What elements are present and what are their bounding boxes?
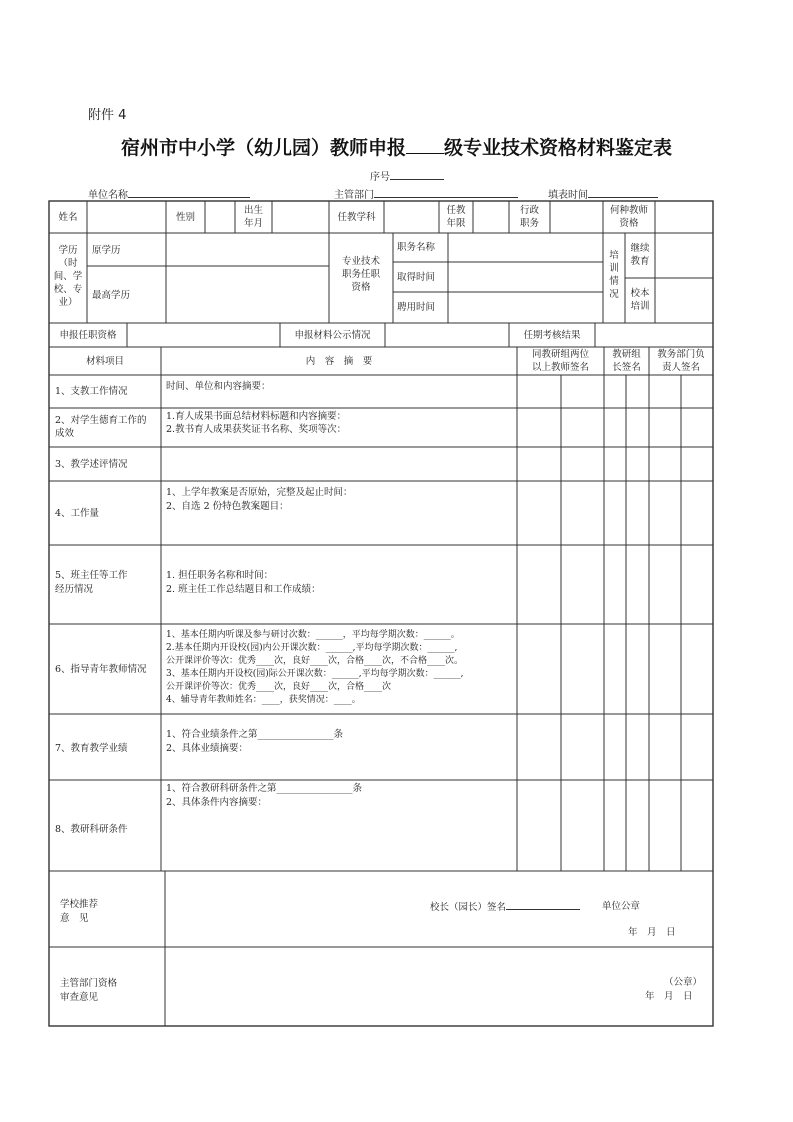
gender-label: 性别 [175, 212, 195, 223]
qual-label-2: 资格 [619, 218, 639, 229]
birth-label-1: 出生 [243, 205, 263, 216]
item-5-label-2: 经历情况 [55, 584, 94, 595]
item-8-label: 8、教研科研条件 [55, 824, 128, 835]
item-1-content-1: 时间、单位和内容摘要： [166, 381, 271, 392]
review-date: 年 月 日 [645, 991, 693, 1002]
title-part-2: 级专业技术资格材料鉴定表 [444, 137, 673, 159]
principal-sign [430, 900, 580, 914]
item-6-content-5: 公开课评价等次：优秀____次，良好____次，合格____次 [166, 682, 392, 692]
years-label-1: 任教 [446, 205, 466, 216]
birth-label-2: 年月 [243, 218, 263, 229]
cont-edu-label-1: 继续 [630, 243, 650, 254]
dept-header-1: 教务部门负 [657, 349, 705, 360]
title-label-2: 职务任职 [341, 269, 380, 280]
admin-label-1: 行政 [519, 205, 539, 216]
item-6-content-6: 4、辅导青年教师姓名：____，获奖情况：____。 [166, 695, 361, 705]
item-header: 材料项目 [85, 356, 124, 367]
edu-label-2: （时 [58, 258, 78, 269]
qual-label-1: 何种教师 [609, 205, 648, 216]
item-2-content-2: 2.教书育人成果获奖证书名称、奖项等次： [166, 424, 347, 435]
recommend-label-1: 学校推荐 [60, 899, 99, 910]
item-2-content-1: 1.育人成果书面总结材料标题和内容摘要： [166, 411, 347, 422]
edu-label-4: 校、专 [53, 284, 83, 295]
review-label-1: 主管部门资格 [60, 978, 118, 989]
admin-label-2: 职务 [519, 218, 539, 229]
title-label-1: 专业技术 [341, 256, 380, 267]
item-7-content-2: 2、具体业绩摘要： [166, 743, 249, 754]
cont-edu-label-2: 教育 [630, 256, 650, 267]
title-part-1: 宿州市中小学（幼儿园）教师申报 [120, 137, 406, 159]
title-label-3: 资格 [351, 282, 371, 293]
lead-header-2: 长签名 [612, 362, 641, 373]
item-4-content-2: 2、自选 2 份特色教案题目： [166, 501, 289, 512]
post-name-label: 职务名称 [397, 242, 436, 253]
content-header: 内 容 摘 要 [305, 356, 373, 367]
dept-header-2: 责人签名 [661, 362, 700, 373]
edu-label-3: 间、学 [53, 271, 83, 282]
apply-qual-label: 申报任职资格 [59, 330, 117, 341]
unit-seal-label: 单位公章 [602, 901, 641, 912]
subject-label: 任教学科 [337, 212, 376, 223]
item-2-label-2: 成效 [55, 428, 75, 439]
item-6-content-3: 公开课评价等次：优秀____次，良好____次，合格____次，不合格____次。 [166, 656, 464, 666]
original-edu-label: 原学历 [92, 245, 121, 256]
item-6-label: 6、指导青年教师情况 [55, 664, 147, 675]
publicity-label: 申报材料公示情况 [294, 330, 371, 341]
train-label-2: 训 [609, 263, 619, 274]
obtain-time-label: 取得时间 [397, 272, 436, 283]
name-label: 姓名 [58, 212, 78, 223]
item-5-content-1: 1. 担任职务名称和时间： [166, 570, 274, 581]
item-7-content-1: 1、符合业绩条件之第________________条 [166, 729, 344, 740]
peer-header-1: 同教研组两位 [531, 349, 589, 360]
principal-label: 校长（园长）签名 [430, 902, 507, 913]
review-label-2: 审查意见 [60, 992, 99, 1003]
highest-edu-label: 最高学历 [92, 290, 131, 301]
attachment-label: 附件 4 [88, 108, 127, 123]
item-1-label: 1、支教工作情况 [55, 386, 128, 397]
dept-label: 主管部门 [334, 190, 374, 201]
peer-header-2: 以上教师签名 [531, 362, 589, 373]
serial-label: 序号 [370, 172, 390, 183]
school-train-label-2: 培训 [630, 301, 650, 312]
years-label-2: 年限 [446, 218, 466, 229]
item-4-content-1: 1、上学年教案是否原始，完整及起止时间： [166, 487, 353, 498]
item-2-label-1: 2、对学生德育工作的 [55, 415, 147, 426]
hire-time-label: 聘用时间 [397, 302, 436, 313]
item-8-content-1: 1、符合教研科研条件之第________________条 [166, 783, 363, 794]
item-6-content-4: 3、基本任期内开设校(园)际公开课次数：______,平均每学期次数：______, [166, 669, 464, 679]
assessment-label: 任期考核结果 [523, 330, 581, 341]
item-5-content-2: 2. 班主任工作总结题目和工作成绩： [166, 584, 321, 595]
item-5-label-1: 5、班主任等工作 [55, 570, 128, 581]
train-label-4: 况 [609, 289, 619, 300]
unit-label: 单位名称 [88, 190, 128, 201]
date-label: 填表时间 [548, 190, 588, 201]
school-train-label-1: 校本 [630, 288, 650, 299]
train-label-1: 培 [609, 250, 619, 261]
edu-label-5: 业） [58, 297, 78, 308]
item-4-label: 4、工作量 [55, 508, 100, 519]
item-7-label: 7、教育教学业绩 [55, 743, 128, 754]
train-label-3: 情 [609, 276, 619, 287]
item-3-label: 3、教学述评情况 [55, 459, 128, 470]
edu-label-1: 学历 [58, 245, 78, 256]
item-8-content-2: 2、具体条件内容摘要： [166, 797, 268, 808]
review-seal-label: （公章） [664, 977, 703, 988]
lead-header-1: 教研组 [612, 349, 641, 360]
recommend-label-2: 意 见 [60, 913, 89, 924]
item-6-content-2: 2.基本任期内开设校(园)内公开课次数：______,平均每学期次数：______, [166, 643, 458, 653]
item-6-content-1: 1、基本任期内听课及参与研讨次数：______，平均每学期次数：______。 [166, 630, 460, 640]
principal-blank[interactable] [506, 900, 580, 910]
recommend-date: 年 月 日 [628, 927, 676, 938]
